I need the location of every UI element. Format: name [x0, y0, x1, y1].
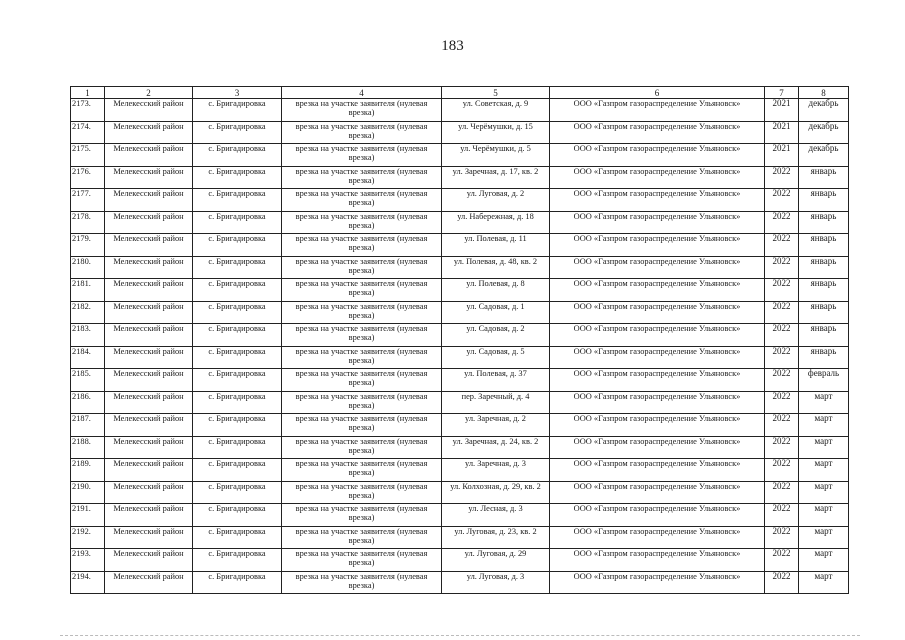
year-cell: 2021 [765, 99, 799, 122]
row-number: 2192. [71, 526, 105, 549]
organization-cell: ООО «Газпром газораспределение Ульяновск» [550, 166, 765, 189]
work-type-cell: врезка на участке заявителя (нулевая врезка) [282, 549, 442, 572]
table-row [71, 571, 849, 594]
page-bottom-line [60, 635, 860, 636]
district-cell: Мелекесский район [105, 414, 193, 437]
district-cell: Мелекесский район [105, 211, 193, 234]
organization-cell: ООО «Газпром газораспределение Ульяновск» [550, 504, 765, 527]
row-number: 2194. [71, 571, 105, 594]
work-type-cell: врезка на участке заявителя (нулевая врезка) [282, 391, 442, 414]
district-cell: Мелекесский район [105, 481, 193, 504]
month-cell: март [799, 526, 849, 549]
address-cell: ул. Луговая, д. 2 [442, 189, 550, 212]
table-row [71, 436, 849, 459]
work-type-cell: врезка на участке заявителя (нулевая врезка) [282, 99, 442, 122]
month-cell: январь [799, 211, 849, 234]
district-cell: Мелекесский район [105, 459, 193, 482]
district-cell: Мелекесский район [105, 256, 193, 279]
page-number: 183 [441, 38, 464, 54]
address-cell: ул. Черёмушки, д. 5 [442, 144, 550, 167]
col-header-5: 5 [442, 87, 550, 99]
organization-cell: ООО «Газпром газораспределение Ульяновск» [550, 414, 765, 437]
row-number: 2181. [71, 279, 105, 302]
month-cell: январь [799, 346, 849, 369]
village-cell: с. Бригадировка [193, 346, 282, 369]
year-cell: 2022 [765, 571, 799, 594]
organization-cell: ООО «Газпром газораспределение Ульяновск» [550, 256, 765, 279]
work-type-cell: врезка на участке заявителя (нулевая врезка) [282, 324, 442, 347]
village-cell: с. Бригадировка [193, 436, 282, 459]
month-cell: декабрь [799, 121, 849, 144]
row-number: 2182. [71, 301, 105, 324]
work-type-cell: врезка на участке заявителя (нулевая врезка) [282, 211, 442, 234]
col-header-4: 4 [282, 87, 442, 99]
year-cell: 2022 [765, 346, 799, 369]
district-cell: Мелекесский район [105, 301, 193, 324]
work-type-cell: врезка на участке заявителя (нулевая врезка) [282, 436, 442, 459]
year-cell: 2022 [765, 549, 799, 572]
month-cell: январь [799, 324, 849, 347]
row-number: 2193. [71, 549, 105, 572]
work-type-cell: врезка на участке заявителя (нулевая врезка) [282, 234, 442, 257]
organization-cell: ООО «Газпром газораспределение Ульяновск» [550, 279, 765, 302]
village-cell: с. Бригадировка [193, 526, 282, 549]
table-row [71, 549, 849, 572]
village-cell: с. Бригадировка [193, 481, 282, 504]
district-cell: Мелекесский район [105, 121, 193, 144]
district-cell: Мелекесский район [105, 279, 193, 302]
work-type-cell: врезка на участке заявителя (нулевая врезка) [282, 144, 442, 167]
table-row [71, 391, 849, 414]
organization-cell: ООО «Газпром газораспределение Ульяновск» [550, 481, 765, 504]
table-row [71, 234, 849, 257]
month-cell: декабрь [799, 99, 849, 122]
work-type-cell: врезка на участке заявителя (нулевая врезка) [282, 189, 442, 212]
organization-cell: ООО «Газпром газораспределение Ульяновск» [550, 234, 765, 257]
village-cell: с. Бригадировка [193, 414, 282, 437]
address-cell: ул. Черёмушки, д. 15 [442, 121, 550, 144]
organization-cell: ООО «Газпром газораспределение Ульяновск» [550, 121, 765, 144]
table-body [71, 99, 849, 594]
month-cell: декабрь [799, 144, 849, 167]
organization-cell: ООО «Газпром газораспределение Ульяновск» [550, 346, 765, 369]
organization-cell: ООО «Газпром газораспределение Ульяновск» [550, 549, 765, 572]
row-number: 2174. [71, 121, 105, 144]
row-number: 2186. [71, 391, 105, 414]
district-cell: Мелекесский район [105, 391, 193, 414]
row-number: 2185. [71, 369, 105, 392]
village-cell: с. Бригадировка [193, 571, 282, 594]
row-number: 2184. [71, 346, 105, 369]
address-cell: ул. Полевая, д. 8 [442, 279, 550, 302]
address-cell: ул. Полевая, д. 11 [442, 234, 550, 257]
table-row [71, 211, 849, 234]
work-type-cell: врезка на участке заявителя (нулевая врезка) [282, 279, 442, 302]
month-cell: январь [799, 256, 849, 279]
table-row [71, 121, 849, 144]
address-cell: ул. Садовая, д. 2 [442, 324, 550, 347]
organization-cell: ООО «Газпром газораспределение Ульяновск» [550, 189, 765, 212]
work-type-cell: врезка на участке заявителя (нулевая врезка) [282, 369, 442, 392]
work-type-cell: врезка на участке заявителя (нулевая врезка) [282, 481, 442, 504]
year-cell: 2022 [765, 279, 799, 302]
address-cell: ул. Полевая, д. 37 [442, 369, 550, 392]
year-cell: 2022 [765, 301, 799, 324]
address-cell: ул. Садовая, д. 1 [442, 301, 550, 324]
work-type-cell: врезка на участке заявителя (нулевая врезка) [282, 504, 442, 527]
district-cell: Мелекесский район [105, 99, 193, 122]
table-row [71, 301, 849, 324]
table-row [71, 504, 849, 527]
village-cell: с. Бригадировка [193, 256, 282, 279]
village-cell: с. Бригадировка [193, 459, 282, 482]
row-number: 2173. [71, 99, 105, 122]
address-cell: ул. Заречная, д. 2 [442, 414, 550, 437]
month-cell: январь [799, 189, 849, 212]
organization-cell: ООО «Газпром газораспределение Ульяновск» [550, 436, 765, 459]
village-cell: с. Бригадировка [193, 391, 282, 414]
table-row [71, 324, 849, 347]
month-cell: март [799, 391, 849, 414]
row-number: 2179. [71, 234, 105, 257]
organization-cell: ООО «Газпром газораспределение Ульяновск» [550, 324, 765, 347]
table-row [71, 166, 849, 189]
village-cell: с. Бригадировка [193, 369, 282, 392]
year-cell: 2022 [765, 414, 799, 437]
district-cell: Мелекесский район [105, 234, 193, 257]
organization-cell: ООО «Газпром газораспределение Ульяновск» [550, 526, 765, 549]
address-cell: ул. Колхозная, д. 29, кв. 2 [442, 481, 550, 504]
work-type-cell: врезка на участке заявителя (нулевая врезка) [282, 526, 442, 549]
row-number: 2187. [71, 414, 105, 437]
work-type-cell: врезка на участке заявителя (нулевая врезка) [282, 301, 442, 324]
address-cell: ул. Садовая, д. 5 [442, 346, 550, 369]
address-cell: ул. Луговая, д. 3 [442, 571, 550, 594]
row-number: 2188. [71, 436, 105, 459]
address-cell: ул. Советская, д. 9 [442, 99, 550, 122]
organization-cell: ООО «Газпром газораспределение Ульяновск» [550, 369, 765, 392]
address-cell: ул. Луговая, д. 29 [442, 549, 550, 572]
district-cell: Мелекесский район [105, 189, 193, 212]
organization-cell: ООО «Газпром газораспределение Ульяновск» [550, 144, 765, 167]
month-cell: март [799, 549, 849, 572]
village-cell: с. Бригадировка [193, 504, 282, 527]
month-cell: март [799, 571, 849, 594]
year-cell: 2022 [765, 481, 799, 504]
organization-cell: ООО «Газпром газораспределение Ульяновск» [550, 391, 765, 414]
col-header-1: 1 [71, 87, 105, 99]
year-cell: 2022 [765, 504, 799, 527]
district-cell: Мелекесский район [105, 571, 193, 594]
work-type-cell: врезка на участке заявителя (нулевая врезка) [282, 166, 442, 189]
month-cell: март [799, 459, 849, 482]
row-number: 2180. [71, 256, 105, 279]
address-cell: ул. Лесная, д. 3 [442, 504, 550, 527]
col-header-7: 7 [765, 87, 799, 99]
month-cell: март [799, 436, 849, 459]
row-number: 2189. [71, 459, 105, 482]
work-type-cell: врезка на участке заявителя (нулевая врезка) [282, 571, 442, 594]
address-cell: пер. Заречный, д. 4 [442, 391, 550, 414]
col-header-8: 8 [799, 87, 849, 99]
district-cell: Мелекесский район [105, 144, 193, 167]
table-row [71, 526, 849, 549]
village-cell: с. Бригадировка [193, 166, 282, 189]
year-cell: 2022 [765, 166, 799, 189]
month-cell: январь [799, 301, 849, 324]
row-number: 2190. [71, 481, 105, 504]
row-number: 2175. [71, 144, 105, 167]
table-row [71, 369, 849, 392]
district-cell: Мелекесский район [105, 324, 193, 347]
village-cell: с. Бригадировка [193, 279, 282, 302]
work-type-cell: врезка на участке заявителя (нулевая врезка) [282, 414, 442, 437]
year-cell: 2022 [765, 526, 799, 549]
month-cell: январь [799, 279, 849, 302]
table-row [71, 481, 849, 504]
village-cell: с. Бригадировка [193, 211, 282, 234]
header-row [71, 87, 849, 99]
month-cell: март [799, 481, 849, 504]
registry-table [70, 86, 849, 594]
year-cell: 2022 [765, 324, 799, 347]
row-number: 2191. [71, 504, 105, 527]
work-type-cell: врезка на участке заявителя (нулевая врезка) [282, 346, 442, 369]
year-cell: 2022 [765, 436, 799, 459]
year-cell: 2022 [765, 211, 799, 234]
year-cell: 2022 [765, 256, 799, 279]
year-cell: 2022 [765, 459, 799, 482]
organization-cell: ООО «Газпром газораспределение Ульяновск» [550, 301, 765, 324]
district-cell: Мелекесский район [105, 346, 193, 369]
month-cell: январь [799, 234, 849, 257]
organization-cell: ООО «Газпром газораспределение Ульяновск» [550, 459, 765, 482]
village-cell: с. Бригадировка [193, 234, 282, 257]
work-type-cell: врезка на участке заявителя (нулевая врезка) [282, 459, 442, 482]
district-cell: Мелекесский район [105, 166, 193, 189]
village-cell: с. Бригадировка [193, 324, 282, 347]
year-cell: 2022 [765, 369, 799, 392]
row-number: 2178. [71, 211, 105, 234]
address-cell: ул. Полевая, д. 48, кв. 2 [442, 256, 550, 279]
work-type-cell: врезка на участке заявителя (нулевая врезка) [282, 121, 442, 144]
address-cell: ул. Заречная, д. 3 [442, 459, 550, 482]
col-header-2: 2 [105, 87, 193, 99]
organization-cell: ООО «Газпром газораспределение Ульяновск» [550, 99, 765, 122]
village-cell: с. Бригадировка [193, 99, 282, 122]
address-cell: ул. Набережная, д. 18 [442, 211, 550, 234]
district-cell: Мелекесский район [105, 549, 193, 572]
col-header-3: 3 [193, 87, 282, 99]
address-cell: ул. Заречная, д. 24, кв. 2 [442, 436, 550, 459]
table-row [71, 99, 849, 122]
village-cell: с. Бригадировка [193, 144, 282, 167]
month-cell: февраль [799, 369, 849, 392]
village-cell: с. Бригадировка [193, 121, 282, 144]
col-header-6: 6 [550, 87, 765, 99]
table-row [71, 189, 849, 212]
year-cell: 2022 [765, 391, 799, 414]
village-cell: с. Бригадировка [193, 189, 282, 212]
organization-cell: ООО «Газпром газораспределение Ульяновск» [550, 571, 765, 594]
table-row [71, 346, 849, 369]
year-cell: 2022 [765, 234, 799, 257]
address-cell: ул. Луговая, д. 23, кв. 2 [442, 526, 550, 549]
month-cell: январь [799, 166, 849, 189]
work-type-cell: врезка на участке заявителя (нулевая врезка) [282, 256, 442, 279]
village-cell: с. Бригадировка [193, 549, 282, 572]
table-row [71, 459, 849, 482]
table-row [71, 256, 849, 279]
row-number: 2183. [71, 324, 105, 347]
year-cell: 2022 [765, 189, 799, 212]
year-cell: 2021 [765, 121, 799, 144]
district-cell: Мелекесский район [105, 526, 193, 549]
table-row [71, 414, 849, 437]
district-cell: Мелекесский район [105, 504, 193, 527]
month-cell: март [799, 414, 849, 437]
organization-cell: ООО «Газпром газораспределение Ульяновск» [550, 211, 765, 234]
district-cell: Мелекесский район [105, 369, 193, 392]
address-cell: ул. Заречная, д. 17, кв. 2 [442, 166, 550, 189]
row-number: 2176. [71, 166, 105, 189]
table-row [71, 279, 849, 302]
row-number: 2177. [71, 189, 105, 212]
month-cell: март [799, 504, 849, 527]
village-cell: с. Бригадировка [193, 301, 282, 324]
table-row [71, 144, 849, 167]
district-cell: Мелекесский район [105, 436, 193, 459]
year-cell: 2021 [765, 144, 799, 167]
